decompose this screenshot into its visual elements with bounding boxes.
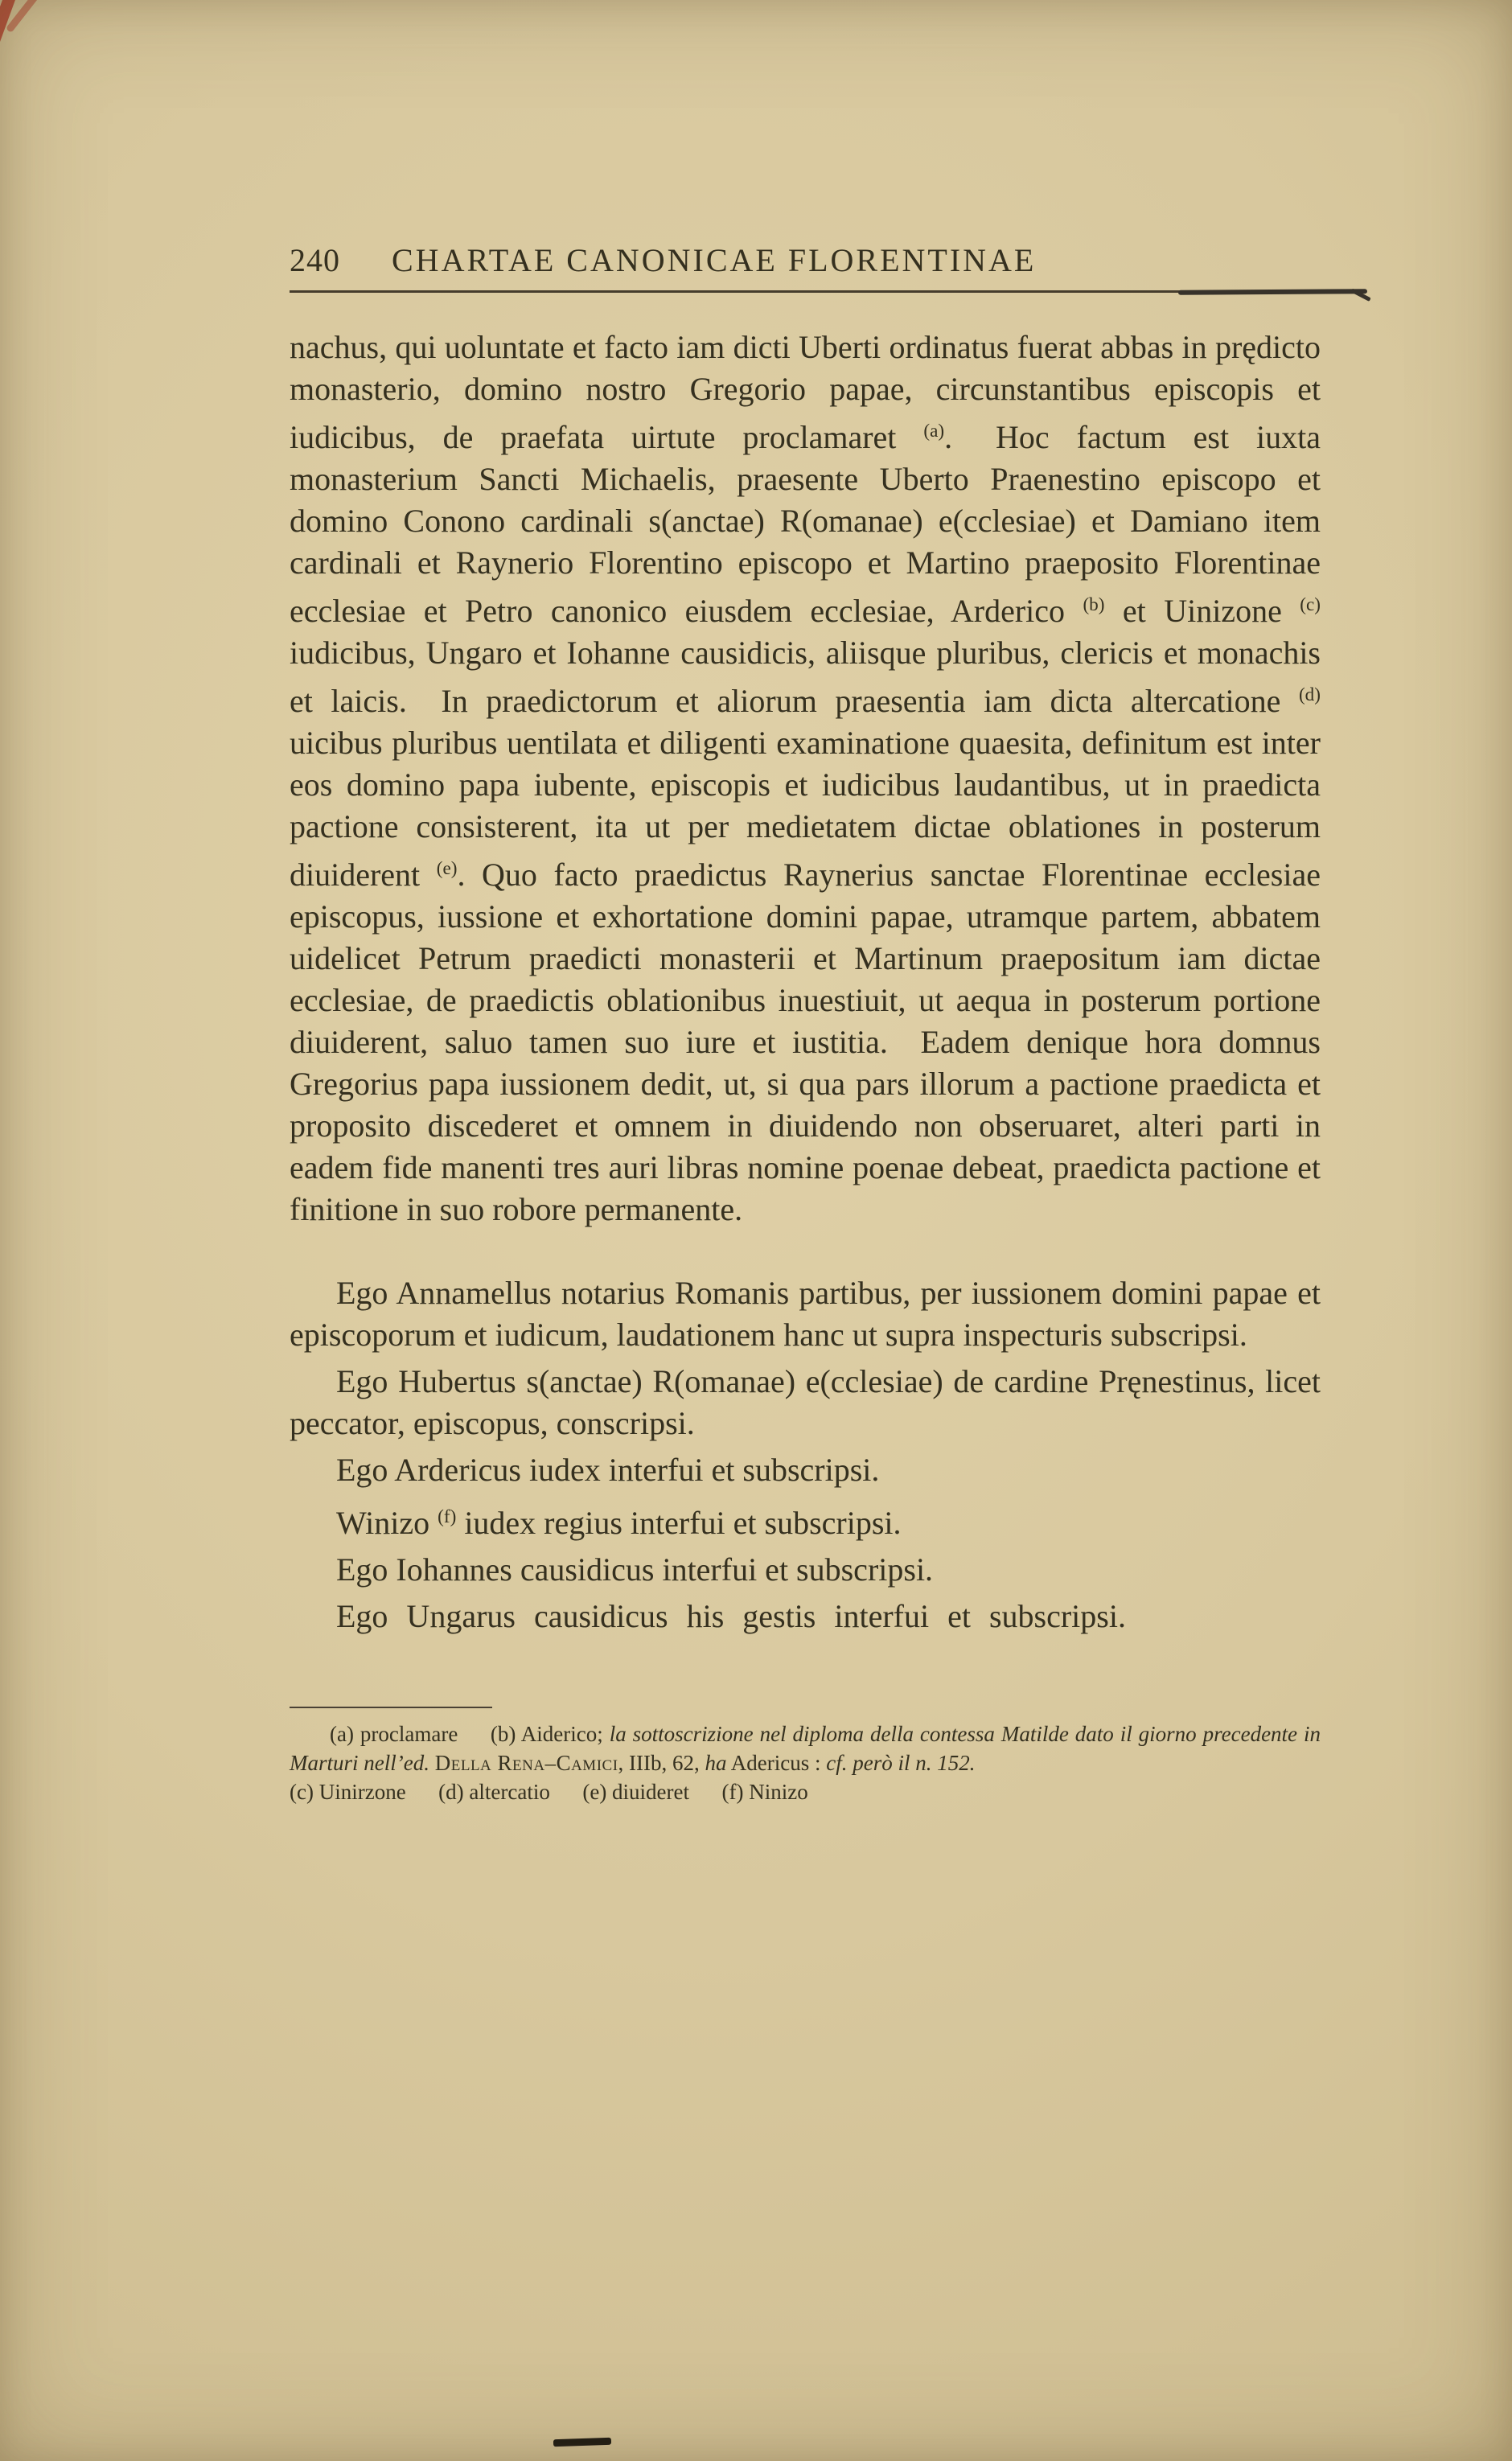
footnote-line: (a) proclamare (b) Aiderico; la sottoscrizione nel diploma della contessa Matilde dato il giorno precedente in Marturi nell’ed. Della Rena–Camici, IIIb, 62, ha Adericus : cf. però il n. 152. <box>290 1721 1321 1775</box>
footnote-separator <box>290 1707 492 1708</box>
running-header <box>290 241 1321 279</box>
signature-paragraph: Winizo $^{(f)}$ iudex regius interfui et subscripsi. <box>336 1504 902 1541</box>
footnotes <box>290 1719 1321 1806</box>
body-paragraph: nachus, qui uoluntate et facto iam dicti Uberti ordinatus fuerat abbas in prędicto monasterio, domino nostro Gregorio papae, circunstantibus episcopis et iudicibus, de praefata uirtute proclamaret $^{(a)}$. Hoc factum est iuxta monasterium Sancti Michaelis, praesente Uberto Praenestino episcopo et domino Conono cardinali s(anctae) R(omanae) e(cclesiae) et Damiano item cardinali et Raynerio Florentino episcopo et Martino praeposito Florentinae ecclesiae et Petro canonico eiusdem ecclesiae, Arderico $^{(b)}$ et Uinizone $^{(c)}$ iudicibus, Ungaro et Iohanne causidicis, aliisque pluribus, clericis et monachis et laicis. In praedictorum et aliorum praesentia iam dicta altercatione $^{(d)}$ uicibus pluribus uentilata et diligenti examinatione quaesita, definitum est inter eos domino papa iubente, episcopis et iudicibus laudantibus, ut in praedicta pactione consisterent, ita ut per medietatem dictae oblationes in posterum diuiderent $^{(e)}$. Quo facto praedictus Raynerius sanctae Florentinae ecclesiae episcopus, iussione et exhortatione domini papae, utramque partem, abbatem uidelicet Petrum praedicti monasterii et Martinum praepositum iam dictae ecclesiae, de praedictis oblationibus inuestiuit, ut aequa in posterum portione diuiderent, saluo tamen suo iure et iustitia. Eadem denique hora domnus Gregorius papa iussionem dedit, ut, si qua pars illorum a pactione praedicta et proposito discederet et omnem in diuidendo non obseruaret, alteri parti in eadem fide manenti tres auri libras nomine poenae debeat, praedicta pactione et finitione in suo robore permanente. <box>290 329 1321 1227</box>
signature-paragraph: Ego Iohannes causidicus interfui et subscripsi. <box>336 1551 934 1588</box>
text-block <box>290 241 1321 1806</box>
header-title: CHARTAE CANONICAE FLORENTINAE <box>392 242 1037 278</box>
ink-smudge <box>553 2438 611 2447</box>
header-rule-tail <box>1178 289 1367 295</box>
signature-paragraph: Ego Hubertus s(anctae) R(omanae) e(cclesiae) de cardine Pręnestinus, licet peccator, episcopus, conscripsi. <box>290 1362 1321 1441</box>
main-text <box>290 327 1321 1637</box>
signature-paragraph: Ego Ardericus iudex interfui et subscripsi. <box>336 1451 880 1488</box>
footnote-line: (c) Uinirzone (d) altercatio (e) diuideret (f) Ninizo <box>290 1779 808 1804</box>
page-number: 240 <box>290 242 340 278</box>
header-rule <box>290 290 1321 293</box>
signature-paragraph: Ego Annamellus notarius Romanis partibus, per iussionem domini papae et episcoporum et iudicum, laudationem hanc ut supra inspecturis subscripsi. <box>290 1274 1321 1353</box>
signature-paragraph: Ego Ungarus causidicus his gestis interfui et subscripsi. <box>336 1597 1126 1634</box>
